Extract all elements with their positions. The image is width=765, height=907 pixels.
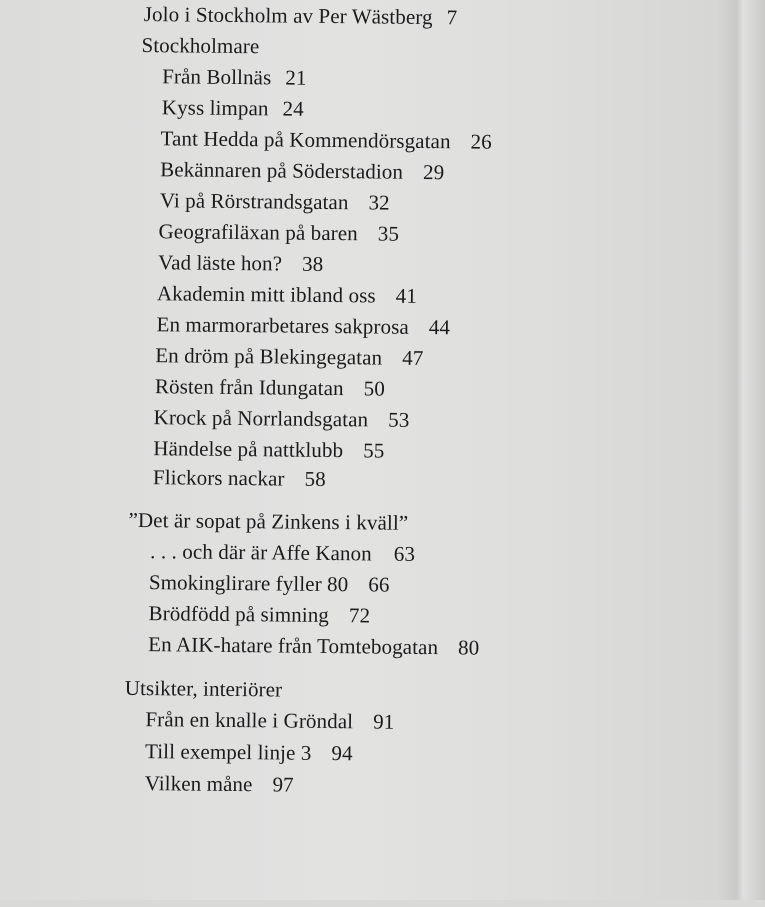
toc-intro-entry [144, 2, 458, 29]
toc-entry: Händelse på nattklubb 55 [153, 436, 385, 463]
toc-entry: En dröm på Blekingegatan 47 [155, 343, 424, 370]
toc-entry: Från Bollnäs 21 [162, 64, 307, 90]
section-title-zinkens: ”Det är sopat på Zinkens i kväll” [128, 507, 409, 535]
toc-entry: En marmorarbetares sakprosa 44 [156, 312, 451, 340]
toc-entry: Bekännaren på Söderstadion 29 [160, 157, 445, 185]
toc-entry: Rösten från Idungatan 50 [154, 374, 385, 401]
toc-entry: Till exempel linje 3 94 [145, 739, 353, 766]
entry-title: Jolo i Stockholm av Per Wästberg [143, 2, 433, 30]
toc-entry: Vad läste hon? 38 [158, 250, 324, 276]
toc-entry: En AIK-hatare från Tomtebogatan 80 [148, 632, 480, 660]
toc-entry: Kyss limpan 24 [161, 95, 304, 121]
toc-entry: Tant Hedda på Kommendörsgatan 26 [160, 126, 492, 154]
toc-entry: Akademin mitt ibland oss 41 [156, 281, 418, 308]
section-title-utsikter: Utsikter, interiörer [124, 675, 283, 702]
toc-entry: Vi på Rörstrandsgatan 32 [159, 188, 390, 215]
toc-entry: Från en knalle i Gröndal 91 [145, 707, 395, 734]
toc-entry: Smokinglirare fyller 80 66 [148, 570, 390, 597]
section-title-stockholmare: Stockholmare [141, 33, 260, 59]
toc-entry: Brödfödd på simning 72 [148, 601, 371, 628]
toc-entry: . . . och där är Affe Kanon 63 [150, 539, 416, 566]
toc-entry: Flickors nackar 58 [152, 465, 326, 491]
toc-entry: Geografiläxan på baren 35 [158, 219, 400, 246]
toc-entry: Krock på Norrlandsgatan 53 [153, 405, 410, 432]
toc-entry: Vilken måne 97 [144, 771, 294, 797]
entry-page-number: 7 [446, 5, 458, 30]
